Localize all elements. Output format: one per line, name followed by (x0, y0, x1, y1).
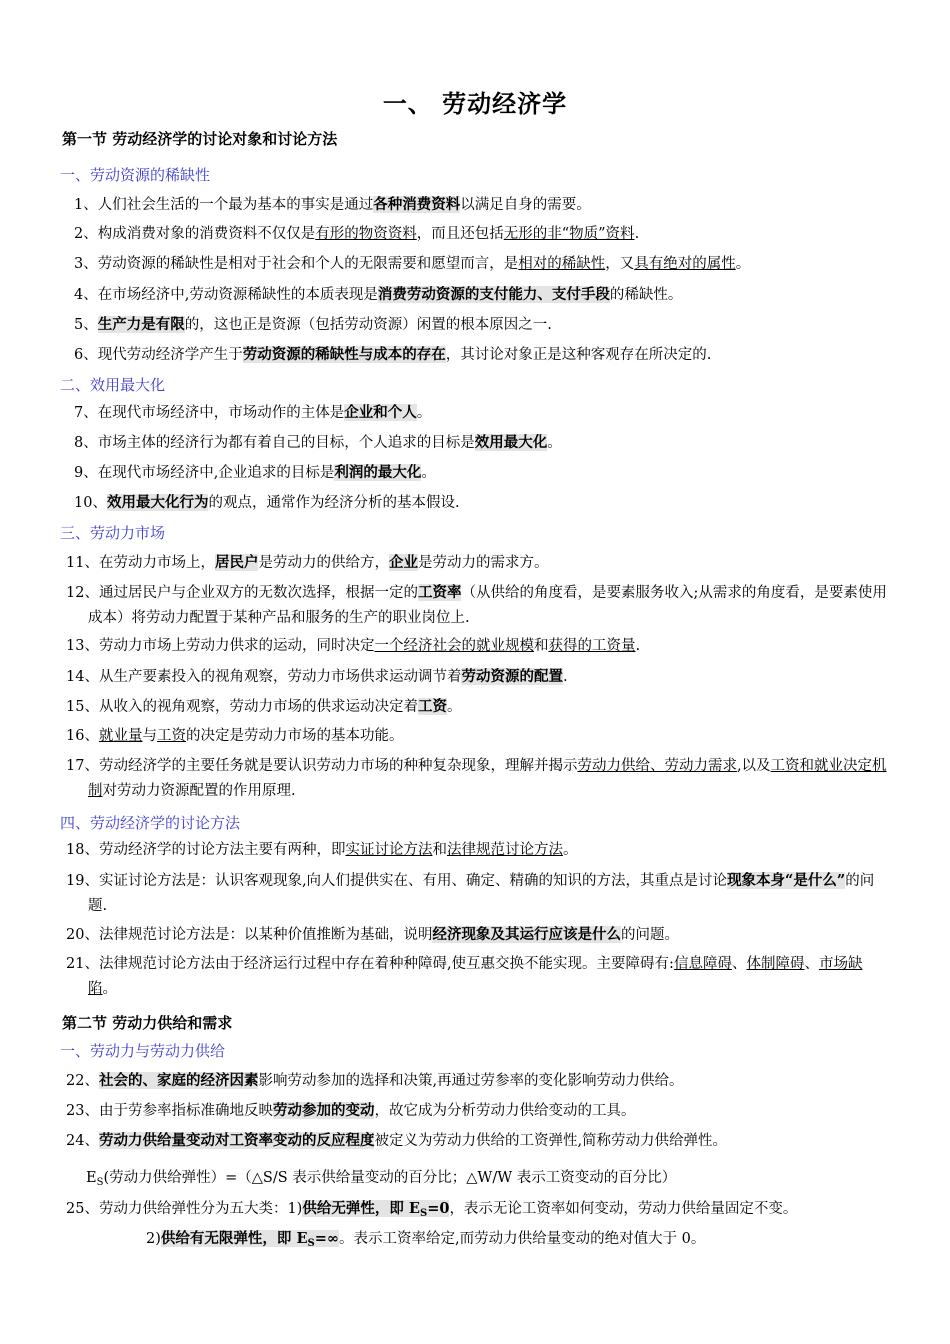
list-item-5: 5、生产力是有限的，这也正是资源（包括劳动资源）闲置的根本原因之一. (74, 316, 552, 333)
list-item-25-sub-2: 2)供给有无限弹性，即 $E_S=\infty$。表示工资率给定,而劳动力供给量变动的绝对值大于 0。 (146, 1230, 706, 1249)
list-item-23: 23、由于劳参率指标准确地反映劳动参加的变动，故它成为分析劳动力供给变动的工具。 (66, 1102, 636, 1119)
list-item-12: 12、通过居民户与企业双方的无数次选择，根据一定的工资率（从供给的角度看，是要素服务收入;从需求的角度看，是要素使用成本）将劳动力配置于某种产品和服务的生产的职业岗位上. (66, 584, 887, 626)
section-heading-labor-market: 三、劳动力市场 (60, 524, 166, 542)
list-item-10: 10、效用最大化行为的观点，通常作为经济分析的基本假设. (74, 494, 460, 511)
list-item-7: 7、在现代市场经济中，市场动作的主体是企业和个人。 (74, 404, 432, 421)
chapter-heading-2: 第二节 劳动力供给和需求 (62, 1014, 233, 1032)
chapter-heading-1: 第一节 劳动经济学的讨论对象和讨论方法 (62, 130, 338, 148)
list-item-21: 21、法律规范讨论方法由于经济运行过程中存在着种种障碍,使互惠交换不能实现。主要障碍有:信息障碍、体制障碍、市场缺陷。 (66, 956, 863, 997)
list-item-4: 4、在市场经济中,劳动资源稀缺性的本质表现是消费劳动资源的支付能力、支付手段的稀缺性。 (74, 286, 683, 303)
list-item-3: 3、劳动资源的稀缺性是相对于社会和个人的无限需要和愿望而言，是相对的稀缺性，又具有绝对的属性。 (74, 256, 751, 272)
list-item-18: 18、劳动经济学的讨论方法主要有两种，即实证讨论方法和法律规范讨论方法。 (66, 842, 578, 858)
list-item-19: 19、实证讨论方法是：认识客观现象,向人们提供实在、有用、确定、精确的知识的方法，其重点是讨论现象本身“是什么”的问题. (66, 872, 875, 914)
list-item-1: 1、人们社会生活的一个最为基本的事实是通过各种消费资料以满足自身的需要。 (74, 196, 591, 213)
elasticity-formula: $E_S$(劳动力供给弹性）=（△S/S 表示供给量变动的百分比；△W/W 表示工资变动的百分比） (86, 1170, 677, 1188)
section-heading-labor-supply: 一、劳动力与劳动力供给 (60, 1042, 226, 1060)
section-heading-methods: 四、劳动经济学的讨论方法 (60, 814, 241, 832)
list-item-8: 8、市场主体的经济行为都有着自己的目标，个人追求的目标是效用最大化。 (74, 434, 562, 451)
section-heading-scarcity: 一、劳动资源的稀缺性 (60, 166, 211, 184)
list-item-22: 22、社会的、家庭的经济因素影响劳动参加的选择和决策,再通过劳参率的变化影响劳动力供给。 (66, 1072, 684, 1089)
page-title: 一、 劳动经济学 (382, 90, 568, 118)
list-item-6: 6、现代劳动经济学产生于劳动资源的稀缺性与成本的存在，其讨论对象正是这种客观存在所决定的. (74, 346, 712, 363)
list-item-13: 13、劳动力市场上劳动力供求的运动，同时决定一个经济社会的就业规模和获得的工资量. (66, 638, 641, 654)
list-item-24: 24、劳动力供给量变动对工资率变动的反应程度被定义为劳动力供给的工资弹性,简称劳动力供给弹性。 (66, 1132, 728, 1149)
list-item-2: 2、构成消费对象的消费资料不仅仅是有形的物资资料，而且还包括无形的非“物质”资料. (74, 226, 640, 242)
list-item-25: 25、劳动力供给弹性分为五大类：1)供给无弹性，即 $E_S=0$，表示无论工资率如何变动，劳动力供给量固定不变。 (66, 1200, 798, 1219)
list-item-15: 15、从收入的视角观察，劳动力市场的供求运动决定着工资。 (66, 698, 462, 715)
list-item-14: 14、从生产要素投入的视角观察，劳动力市场供求运动调节着劳动资源的配置. (66, 668, 568, 685)
list-item-16: 16、就业量与工资的决定是劳动力市场的基本功能。 (66, 728, 404, 744)
list-item-17: 17、劳动经济学的主要任务就是要认识劳动力市场的种种复杂现象，理解并揭示劳动力供给、劳动力需求,以及工资和就业决定机制对劳动力资源配置的作用原理. (66, 758, 887, 799)
list-item-20: 20、法律规范讨论方法是：以某种价值推断为基础，说明经济现象及其运行应该是什么的问题。 (66, 926, 679, 943)
section-heading-utility: 二、效用最大化 (60, 376, 166, 394)
list-item-11: 11、在劳动力市场上，居民户是劳动力的供给方，企业是劳动力的需求方。 (66, 554, 549, 571)
list-item-9: 9、在现代市场经济中,企业追求的目标是利润的最大化。 (74, 464, 436, 481)
